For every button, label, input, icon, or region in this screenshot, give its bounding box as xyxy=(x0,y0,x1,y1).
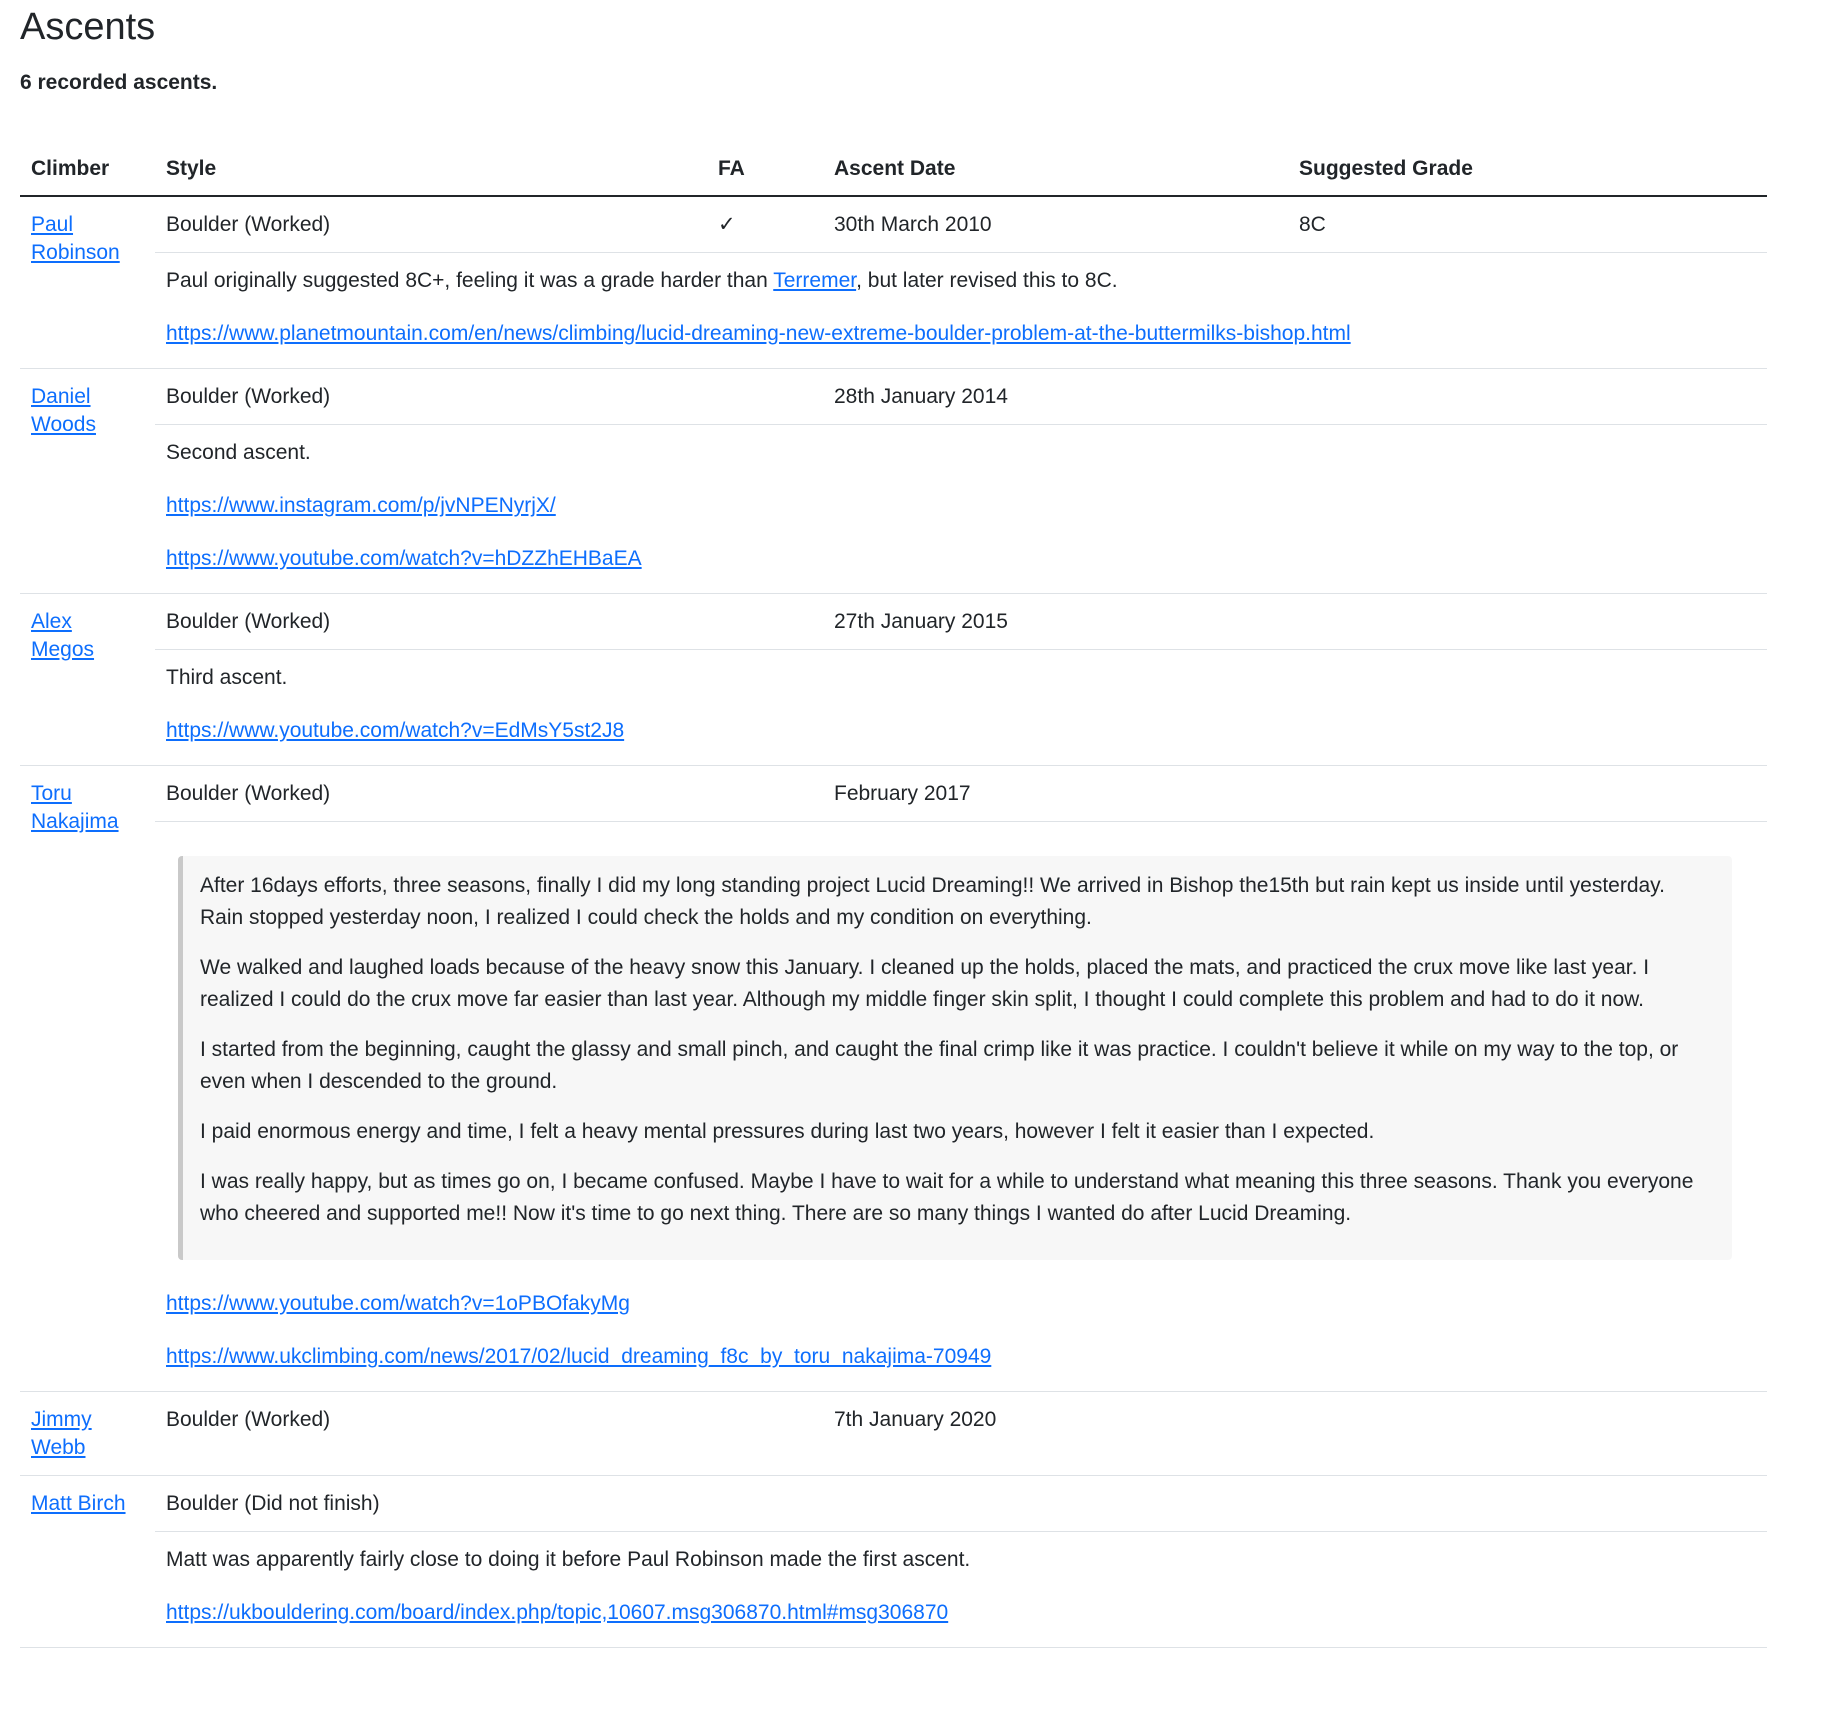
header-style: Style xyxy=(155,142,707,196)
ascent-date-cell: 28th January 2014 xyxy=(823,369,1288,425)
climber-link[interactable]: Matt Birch xyxy=(31,1492,126,1515)
fa-check-icon: ✓ xyxy=(707,196,823,253)
ascent-notes-row xyxy=(20,1532,1767,1648)
fa-cell xyxy=(707,594,823,650)
ascent-note: Second ascent. xyxy=(166,441,311,464)
ascent-notes-cell xyxy=(155,253,1767,369)
climber-cell xyxy=(20,369,155,594)
ascent-date-cell xyxy=(823,1476,1288,1532)
ascent-notes-row xyxy=(20,425,1767,594)
climber-cell xyxy=(20,594,155,766)
climber-last-name: Nakajima xyxy=(31,810,119,833)
style-cell: Boulder (Did not finish) xyxy=(155,1476,707,1532)
ascent-count: 6 recorded ascents. xyxy=(20,71,218,94)
source-link[interactable]: https://www.youtube.com/watch?v=hDZZhEHBaEA xyxy=(166,547,642,570)
climber-last-name: Robinson xyxy=(31,241,120,264)
style-cell: Boulder (Worked) xyxy=(155,369,707,425)
ascent-row xyxy=(20,594,1767,650)
source-link[interactable]: https://www.ukclimbing.com/news/2017/02/lucid_dreaming_f8c_by_toru_nakajima-70949 xyxy=(166,1345,992,1368)
ascent-row xyxy=(20,369,1767,425)
header-ascent-date: Ascent Date xyxy=(823,142,1288,196)
climber-last-name: Woods xyxy=(31,413,96,436)
problem-link-terremer[interactable]: Terremer xyxy=(773,269,857,292)
climber-last-name: Webb xyxy=(31,1436,86,1459)
quote-paragraph: After 16days efforts, three seasons, finally I did my long standing project Lucid Dreaming!! We arrived in Bishop the15th but rain kept us inside until yesterday. Rain stopped yesterday noon, I realized I could check the holds and my condition on everything. xyxy=(200,874,1665,929)
ascent-date-cell: February 2017 xyxy=(823,766,1288,822)
climber-link[interactable] xyxy=(31,213,120,264)
ascent-note: Paul originally suggested 8C+, feeling it was a grade harder than Terremer, but later revised this to 8C. xyxy=(166,269,1118,292)
source-link[interactable]: https://ukbouldering.com/board/index.php/topic,10607.msg306870.html#msg306870 xyxy=(166,1601,949,1624)
suggested-grade-cell xyxy=(1288,1392,1767,1476)
fa-cell xyxy=(707,1476,823,1532)
style-cell: Boulder (Worked) xyxy=(155,196,707,253)
ascent-row xyxy=(20,1476,1767,1532)
ascent-notes-cell xyxy=(155,1532,1767,1648)
quote-paragraph: I was really happy, but as times go on, I became confused. Maybe I have to wait for a while to understand what meaning this three seasons. Thank you everyone who cheered and supported me!! Now it's time to go next thing. There are so many things I wanted do after Lucid Dreaming. xyxy=(200,1170,1694,1225)
page-title: Ascents xyxy=(20,6,156,48)
ascents-table xyxy=(20,142,1767,1648)
climber-first-name: Paul xyxy=(31,213,74,236)
suggested-grade-cell: 8C xyxy=(1288,196,1767,253)
ascent-date-cell: 7th January 2020 xyxy=(823,1392,1288,1476)
ascent-row xyxy=(20,196,1767,253)
table-header-row xyxy=(20,142,1767,196)
climber-first-name: Jimmy xyxy=(31,1408,92,1431)
source-link[interactable]: https://www.planetmountain.com/en/news/climbing/lucid-dreaming-new-extreme-boulder-problem-at-the-buttermilks-bishop.html xyxy=(166,322,1351,345)
climber-cell xyxy=(20,1476,155,1648)
style-cell: Boulder (Worked) xyxy=(155,594,707,650)
climber-first-name: Daniel xyxy=(31,385,91,408)
style-cell: Boulder (Worked) xyxy=(155,1392,707,1476)
climber-cell xyxy=(20,766,155,1392)
climber-quote xyxy=(178,856,1732,1260)
ascent-row xyxy=(20,1392,1767,1476)
quote-paragraph: I started from the beginning, caught the glassy and small pinch, and caught the final crimp like it was practice. I couldn't believe it while on my way to the top, or even when I descended to the ground. xyxy=(200,1038,1679,1093)
ascent-notes-cell xyxy=(155,650,1767,766)
climber-first-name: Alex xyxy=(31,610,72,633)
suggested-grade-cell xyxy=(1288,766,1767,822)
fa-cell xyxy=(707,369,823,425)
climber-link[interactable] xyxy=(31,610,94,661)
fa-cell xyxy=(707,1392,823,1476)
ascent-notes-row xyxy=(20,822,1767,1392)
climber-link[interactable] xyxy=(31,782,119,833)
suggested-grade-cell xyxy=(1288,1476,1767,1532)
quote-paragraph: I paid enormous energy and time, I felt a heavy mental pressures during last two years, however I felt it easier than I expected. xyxy=(200,1120,1375,1143)
ascent-notes-row xyxy=(20,650,1767,766)
ascent-note: Third ascent. xyxy=(166,666,288,689)
source-link[interactable]: https://www.youtube.com/watch?v=1oPBOfakyMg xyxy=(166,1292,630,1315)
suggested-grade-cell xyxy=(1288,594,1767,650)
suggested-grade-cell xyxy=(1288,369,1767,425)
climber-link[interactable] xyxy=(31,1408,92,1459)
header-fa: FA xyxy=(707,142,823,196)
ascent-date-cell: 30th March 2010 xyxy=(823,196,1288,253)
source-link[interactable]: https://www.instagram.com/p/jvNPENyrjX/ xyxy=(166,494,556,517)
ascent-row xyxy=(20,766,1767,822)
style-cell: Boulder (Worked) xyxy=(155,766,707,822)
fa-cell xyxy=(707,766,823,822)
header-climber: Climber xyxy=(20,142,155,196)
climber-last-name: Megos xyxy=(31,638,95,661)
ascent-notes-cell xyxy=(155,822,1767,1392)
climber-cell xyxy=(20,1392,155,1476)
ascent-date-cell: 27th January 2015 xyxy=(823,594,1288,650)
quote-paragraph: We walked and laughed loads because of the heavy snow this January. I cleaned up the holds, placed the mats, and practiced the crux move like last year. I realized I could do the crux move far easier than last year. Although my middle finger skin split, I thought I could complete this problem and had to do it now. xyxy=(200,956,1650,1011)
ascent-notes-cell xyxy=(155,425,1767,594)
ascent-notes-row xyxy=(20,253,1767,369)
source-link[interactable]: https://www.youtube.com/watch?v=EdMsY5st2J8 xyxy=(166,719,625,742)
ascent-note: Matt was apparently fairly close to doing it before Paul Robinson made the first ascent. xyxy=(166,1548,971,1571)
header-suggested-grade: Suggested Grade xyxy=(1288,142,1767,196)
climber-link[interactable] xyxy=(31,385,96,436)
climber-first-name: Toru xyxy=(31,782,72,805)
climber-cell xyxy=(20,196,155,369)
